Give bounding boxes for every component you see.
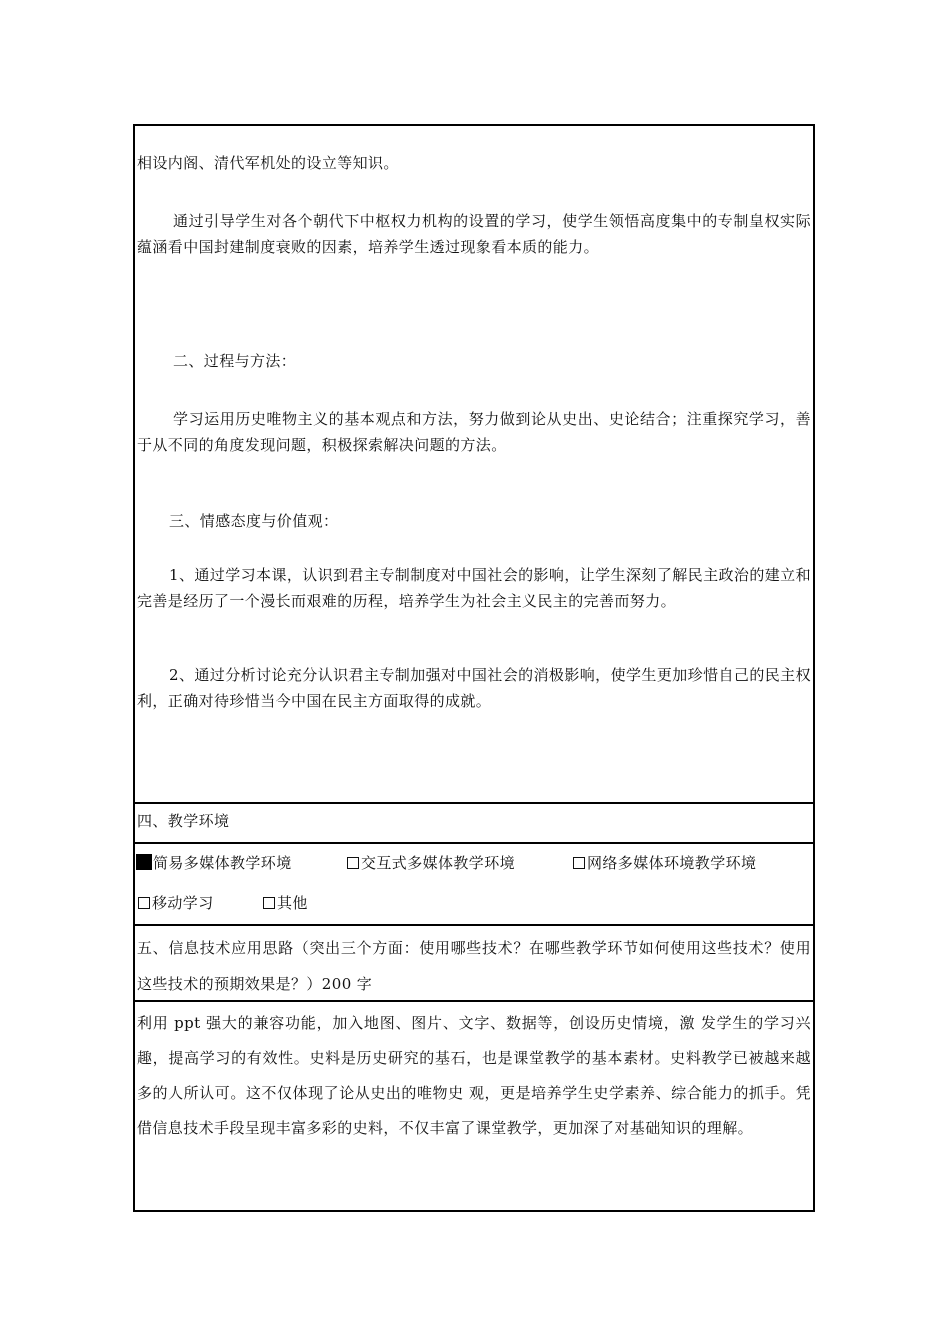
objectives-knowledge-paragraph: 通过引导学生对各个朝代下中枢权力机构的设置的学习，使学生领悟高度集中的专制皇权实际蕴涵看中国封建制度衰败的因素，培养学生透过现象看本质的能力。 <box>137 212 811 256</box>
emotion-values-heading: 三、情感态度与价值观： <box>169 512 339 530</box>
objectives-section <box>135 126 813 802</box>
option-label: 简易多媒体教学环境 <box>153 854 292 872</box>
emotion-values-item-1: 1、通过学习本课，认识到君主专制制度对中国社会的影响，让学生深刻了解民主政治的建立和完善是经历了一个漫长而艰难的历程，培养学生为社会主义民主的完善而努力。 <box>137 566 811 610</box>
emotion-values-item-2: 2、通过分析讨论充分认识君主专制加强对中国社会的消极影响，使学生更加珍惜自己的民主权利，正确对待珍惜当今中国在民主方面取得的成就。 <box>137 666 811 710</box>
environment-title: 四、教学环境 <box>137 812 230 830</box>
environment-options-cell <box>135 842 813 924</box>
checkbox-icon <box>573 857 585 869</box>
option-label: 交互式多媒体教学环境 <box>361 854 516 872</box>
it-application-body: 利用 ppt 强大的兼容功能，加入地图、图片、文字、数据等，创设历史情境，激 发学生的学习兴趣，提高学习的有效性。史料是历史研究的基石，也是课堂教学的基本素材。史料教学已被越来越多的人所认可。这不仅体现了论从史出的唯物史 观，更是培养学生史学素养、综合能力的抓手。凭借信息技术手段呈现丰富多彩的史料，不仅丰富了课堂教学，更加深了对基础知识的理解。 <box>137 1014 811 1137</box>
option-label: 其他 <box>277 894 308 912</box>
checkbox-icon <box>263 897 275 909</box>
option-interactive-multimedia[interactable] <box>347 850 515 876</box>
it-application-title: 五、信息技术应用思路（突出三个方面：使用哪些技术？在哪些教学环节如何使用这些技术？使用这些技术的预期效果是？）200 字 <box>137 939 811 993</box>
option-mobile-learning[interactable] <box>138 890 214 916</box>
option-label: 网络多媒体环境教学环境 <box>587 854 757 872</box>
checkbox-icon <box>138 897 150 909</box>
checkbox-icon <box>347 857 359 869</box>
option-simple-multimedia[interactable] <box>136 850 292 876</box>
option-other[interactable] <box>263 890 308 916</box>
it-application-title-cell <box>135 924 813 1000</box>
process-method-paragraph: 学习运用历史唯物主义的基本观点和方法，努力做到论从史出、史论结合；注重探究学习，善于从不同的角度发现问题，积极探索解决问题的方法。 <box>137 410 811 454</box>
process-method-heading: 二、过程与方法： <box>173 352 297 370</box>
it-application-body-cell <box>135 1000 813 1210</box>
objectives-knowledge-tail: 相设内阁、清代军机处的设立等知识。 <box>137 154 399 172</box>
checked-box-icon <box>136 854 152 870</box>
environment-title-cell <box>135 802 813 842</box>
option-network-multimedia[interactable] <box>573 850 756 876</box>
option-label: 移动学习 <box>152 894 214 912</box>
lesson-plan-table <box>133 124 815 1212</box>
